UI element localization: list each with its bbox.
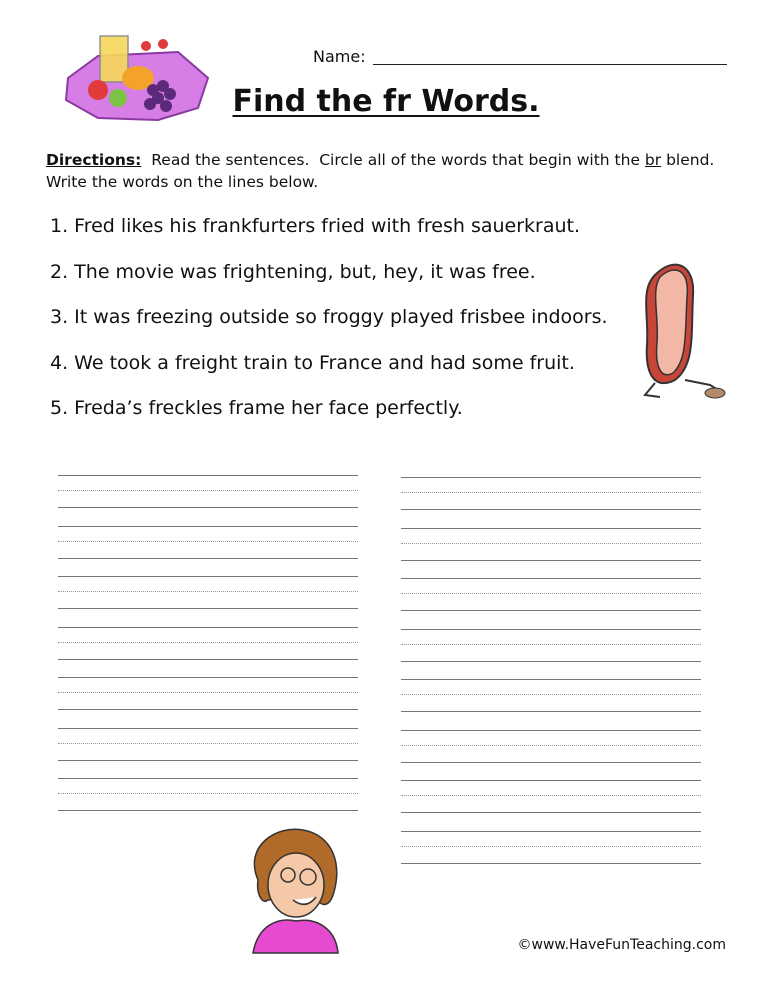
directions-text: Read the sentences. Circle all of the words that begin with the [141, 151, 645, 169]
page-title [0, 84, 772, 119]
title-prefix: Find the [232, 84, 384, 119]
title-blend: fr [383, 84, 411, 119]
directions-text-end: blend. Write the words on the lines below. [46, 151, 725, 191]
directions-blend: br [644, 151, 662, 169]
name-label: Name: [313, 47, 366, 66]
title-suffix: Words. [410, 84, 540, 119]
directions-label: Directions: [46, 151, 142, 169]
sentence-4: 4. We took a freight train to France and had some fruit. [50, 352, 575, 374]
sentence-1: 1. Fred likes his frankfurters fried with fresh sauerkraut. [50, 215, 581, 237]
writing-lines-left[interactable] [58, 475, 358, 829]
freda-character-illustration [238, 825, 348, 955]
directions [46, 149, 736, 193]
copyright-footer: ©www.HaveFunTeaching.com [517, 937, 726, 953]
frankfurter-character-illustration [615, 255, 765, 405]
sentence-3: 3. It was freezing outside so froggy played frisbee indoors. [50, 306, 608, 328]
sentence-2: 2. The movie was frightening, but, hey, it was free. [50, 261, 536, 283]
sentence-5: 5. Freda’s freckles frame her face perfectly. [50, 397, 463, 419]
writing-lines-right[interactable] [401, 477, 701, 881]
name-input-line[interactable] [373, 64, 727, 65]
